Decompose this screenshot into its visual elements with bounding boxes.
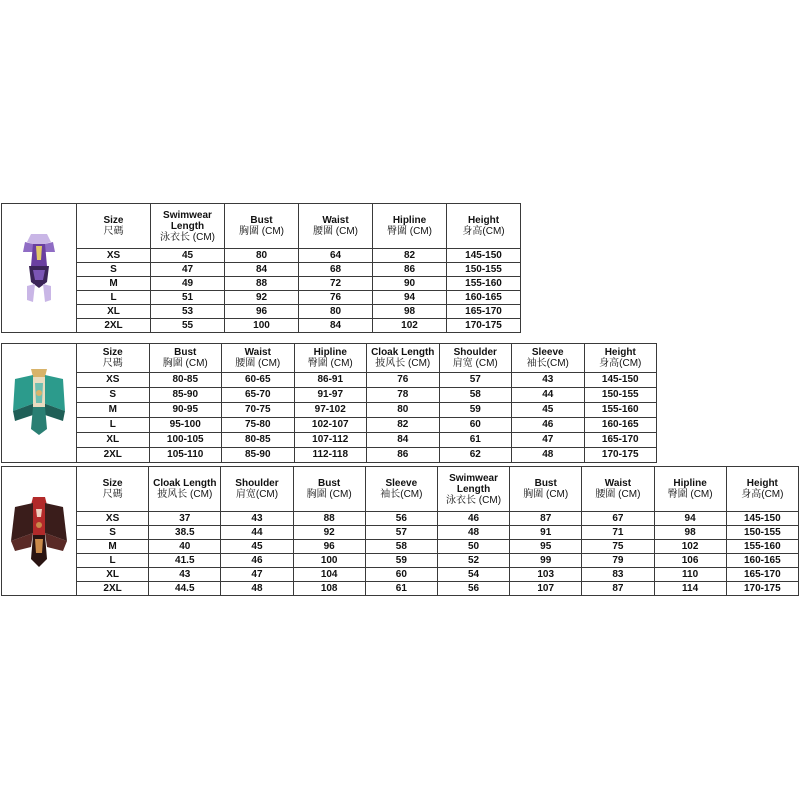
table-cell: 87 (582, 582, 654, 596)
table-cell: 85-90 (149, 388, 222, 403)
table-cell: 41.5 (149, 554, 221, 568)
table-cell: 155-160 (584, 403, 657, 418)
header-waist: Waist 腰圍 (CM) (222, 344, 295, 373)
table-cell: 60-65 (222, 373, 295, 388)
table-row (2, 388, 657, 403)
table-cell: 85-90 (222, 448, 295, 463)
table-cell: 165-170 (447, 305, 521, 319)
table-cell: 80 (299, 305, 373, 319)
table-cell: 145-150 (447, 249, 521, 263)
table-cell: 60 (365, 568, 437, 582)
table-cell: 100 (225, 319, 299, 333)
cell-size: L (77, 554, 149, 568)
header-cloak-length: Cloak Length 披风长 (CM) (367, 344, 440, 373)
header-shoulder: Shoulder 肩宽 (CM) (439, 344, 512, 373)
table-cell: 57 (365, 526, 437, 540)
header-swimwear-length: Swimwear Length 泳衣长 (CM) (437, 467, 509, 512)
table-row (2, 582, 799, 596)
table-cell: 105-110 (149, 448, 222, 463)
table-cell: 86-91 (294, 373, 367, 388)
cell-size: S (77, 388, 150, 403)
table-cell: 95 (510, 540, 582, 554)
size-table-swimsuit (1, 203, 521, 333)
table-cell: 76 (367, 373, 440, 388)
table-cell: 107 (510, 582, 582, 596)
header-height: Height 身高(CM) (584, 344, 657, 373)
table-cell: 38.5 (149, 526, 221, 540)
table-cell: 48 (437, 526, 509, 540)
cell-size: XS (77, 512, 149, 526)
table-header-row (2, 467, 799, 512)
cell-size: L (77, 291, 151, 305)
table-cell: 45 (151, 249, 225, 263)
table-cell: 40 (149, 540, 221, 554)
table-cell: 102-107 (294, 418, 367, 433)
table-cell: 110 (654, 568, 726, 582)
red-black-cloak-costume-icon (9, 489, 69, 573)
table-cell: 155-160 (447, 277, 521, 291)
cell-size: M (77, 403, 150, 418)
cell-size: 2XL (77, 448, 150, 463)
table-cell: 160-165 (447, 291, 521, 305)
table-cell: 47 (512, 433, 585, 448)
table-cell: 51 (151, 291, 225, 305)
cell-size: S (77, 263, 151, 277)
table-cell: 43 (221, 512, 293, 526)
table-row (2, 540, 799, 554)
table-row (2, 526, 799, 540)
table-cell: 58 (439, 388, 512, 403)
table-cell: 70-75 (222, 403, 295, 418)
table-cell: 47 (221, 568, 293, 582)
table-row (2, 512, 799, 526)
table-cell: 46 (437, 512, 509, 526)
header-size: Size 尺碼 (77, 467, 149, 512)
table-cell: 100-105 (149, 433, 222, 448)
table-cell: 108 (293, 582, 365, 596)
table-cell: 100 (293, 554, 365, 568)
table-cell: 160-165 (584, 418, 657, 433)
table-cell: 46 (512, 418, 585, 433)
cell-size: XL (77, 305, 151, 319)
table-cell: 88 (225, 277, 299, 291)
cell-size: 2XL (77, 582, 149, 596)
table-cell: 107-112 (294, 433, 367, 448)
header-bust: Bust 胸圍 (CM) (510, 467, 582, 512)
table-cell: 67 (582, 512, 654, 526)
header-waist: Waist 腰圍 (CM) (582, 467, 654, 512)
table-row (2, 291, 521, 305)
table-cell: 92 (293, 526, 365, 540)
table-row (2, 418, 657, 433)
table-row (2, 249, 521, 263)
table-body (2, 467, 799, 596)
table-cell: 91-97 (294, 388, 367, 403)
header-hipline: Hipline 臀圍 (CM) (373, 204, 447, 249)
table-cell: 57 (439, 373, 512, 388)
table-cell: 112-118 (294, 448, 367, 463)
table-cell: 56 (365, 512, 437, 526)
cell-size: M (77, 277, 151, 291)
table-cell: 96 (293, 540, 365, 554)
table-cell: 71 (582, 526, 654, 540)
cell-size: L (77, 418, 150, 433)
table-cell: 99 (510, 554, 582, 568)
table-cell: 165-170 (726, 568, 798, 582)
size-table-cloak-red (1, 466, 799, 596)
table-cell: 145-150 (726, 512, 798, 526)
table-cell: 68 (299, 263, 373, 277)
table-cell: 92 (225, 291, 299, 305)
header-size: Size 尺碼 (77, 204, 151, 249)
table-cell: 98 (373, 305, 447, 319)
table-cell: 94 (373, 291, 447, 305)
table-cell: 88 (293, 512, 365, 526)
table-cell: 53 (151, 305, 225, 319)
table-cell: 94 (654, 512, 726, 526)
table-cell: 102 (373, 319, 447, 333)
table-cell: 54 (437, 568, 509, 582)
table-cell: 84 (299, 319, 373, 333)
table-cell: 79 (582, 554, 654, 568)
table-cell: 82 (373, 249, 447, 263)
table-row (2, 554, 799, 568)
header-shoulder: Shoulder 肩宽(CM) (221, 467, 293, 512)
header-cloak-length: Cloak Length 披风长 (CM) (149, 467, 221, 512)
table-cell: 64 (299, 249, 373, 263)
header-sleeve: Sleeve 袖长(CM) (365, 467, 437, 512)
table-cell: 49 (151, 277, 225, 291)
table-cell: 60 (439, 418, 512, 433)
table-row (2, 433, 657, 448)
table-cell: 86 (367, 448, 440, 463)
table-cell: 145-150 (584, 373, 657, 388)
table-cell: 90 (373, 277, 447, 291)
table-cell: 47 (151, 263, 225, 277)
table-cell: 80-85 (149, 373, 222, 388)
table-cell: 150-155 (726, 526, 798, 540)
header-bust: Bust 胸圍 (CM) (149, 344, 222, 373)
table-cell: 83 (582, 568, 654, 582)
table-cell: 52 (437, 554, 509, 568)
header-height: Height 身高(CM) (447, 204, 521, 249)
table-cell: 87 (510, 512, 582, 526)
table-cell: 165-170 (584, 433, 657, 448)
table-cell: 46 (221, 554, 293, 568)
product-image-cell (2, 204, 77, 333)
table-cell: 97-102 (294, 403, 367, 418)
table-cell: 96 (225, 305, 299, 319)
table-cell: 50 (437, 540, 509, 554)
cell-size: XS (77, 249, 151, 263)
cell-size: XL (77, 433, 150, 448)
table-row (2, 305, 521, 319)
header-sleeve: Sleeve 袖长(CM) (512, 344, 585, 373)
table-cell: 45 (512, 403, 585, 418)
size-table-cloak-green (1, 343, 657, 463)
table-cell: 43 (512, 373, 585, 388)
table-body (2, 204, 521, 333)
product-image-cell (2, 467, 77, 596)
table-cell: 104 (293, 568, 365, 582)
table-cell: 150-155 (447, 263, 521, 277)
cell-size: M (77, 540, 149, 554)
table-row (2, 263, 521, 277)
table-cell: 90-95 (149, 403, 222, 418)
table-row (2, 568, 799, 582)
table-cell: 106 (654, 554, 726, 568)
table-cell: 61 (439, 433, 512, 448)
table-cell: 78 (367, 388, 440, 403)
table-cell: 170-175 (447, 319, 521, 333)
table-cell: 98 (654, 526, 726, 540)
table-cell: 95-100 (149, 418, 222, 433)
table-header-row (2, 204, 521, 249)
header-waist: Waist 腰圍 (CM) (299, 204, 373, 249)
header-hipline: Hipline 臀圍 (CM) (654, 467, 726, 512)
table-cell: 59 (439, 403, 512, 418)
table-cell: 44 (512, 388, 585, 403)
table-cell: 80-85 (222, 433, 295, 448)
header-swimwear-length: Swimwear Length 泳衣长 (CM) (151, 204, 225, 249)
table-cell: 48 (221, 582, 293, 596)
table-cell: 44.5 (149, 582, 221, 596)
header-height: Height 身高(CM) (726, 467, 798, 512)
table-cell: 75 (582, 540, 654, 554)
table-cell: 43 (149, 568, 221, 582)
table-cell: 48 (512, 448, 585, 463)
table-cell: 86 (373, 263, 447, 277)
table-cell: 80 (367, 403, 440, 418)
teal-cloak-costume-icon (9, 363, 69, 443)
table-cell: 114 (654, 582, 726, 596)
header-bust: Bust 胸圍 (CM) (293, 467, 365, 512)
cell-size: XS (77, 373, 150, 388)
table-cell: 84 (367, 433, 440, 448)
table-row (2, 448, 657, 463)
table-cell: 45 (221, 540, 293, 554)
table-header-row (2, 344, 657, 373)
table-cell: 80 (225, 249, 299, 263)
table-cell: 150-155 (584, 388, 657, 403)
header-bust: Bust 胸圍 (CM) (225, 204, 299, 249)
header-size: Size 尺碼 (77, 344, 150, 373)
table-cell: 84 (225, 263, 299, 277)
table-cell: 59 (365, 554, 437, 568)
table-cell: 62 (439, 448, 512, 463)
cell-size: XL (77, 568, 149, 582)
table-cell: 61 (365, 582, 437, 596)
table-row (2, 277, 521, 291)
table-cell: 103 (510, 568, 582, 582)
cell-size: 2XL (77, 319, 151, 333)
table-cell: 82 (367, 418, 440, 433)
header-hipline: Hipline 臀圍 (CM) (294, 344, 367, 373)
table-row (2, 319, 521, 333)
table-cell: 65-70 (222, 388, 295, 403)
product-image-cell (2, 344, 77, 463)
table-cell: 170-175 (584, 448, 657, 463)
purple-swimsuit-costume-icon (17, 230, 61, 306)
table-cell: 155-160 (726, 540, 798, 554)
table-cell: 72 (299, 277, 373, 291)
table-body (2, 344, 657, 463)
table-cell: 58 (365, 540, 437, 554)
table-cell: 170-175 (726, 582, 798, 596)
table-cell: 75-80 (222, 418, 295, 433)
cell-size: S (77, 526, 149, 540)
table-cell: 37 (149, 512, 221, 526)
table-row (2, 403, 657, 418)
table-cell: 76 (299, 291, 373, 305)
table-cell: 55 (151, 319, 225, 333)
table-cell: 160-165 (726, 554, 798, 568)
table-cell: 91 (510, 526, 582, 540)
table-cell: 44 (221, 526, 293, 540)
table-row (2, 373, 657, 388)
table-cell: 56 (437, 582, 509, 596)
table-cell: 102 (654, 540, 726, 554)
